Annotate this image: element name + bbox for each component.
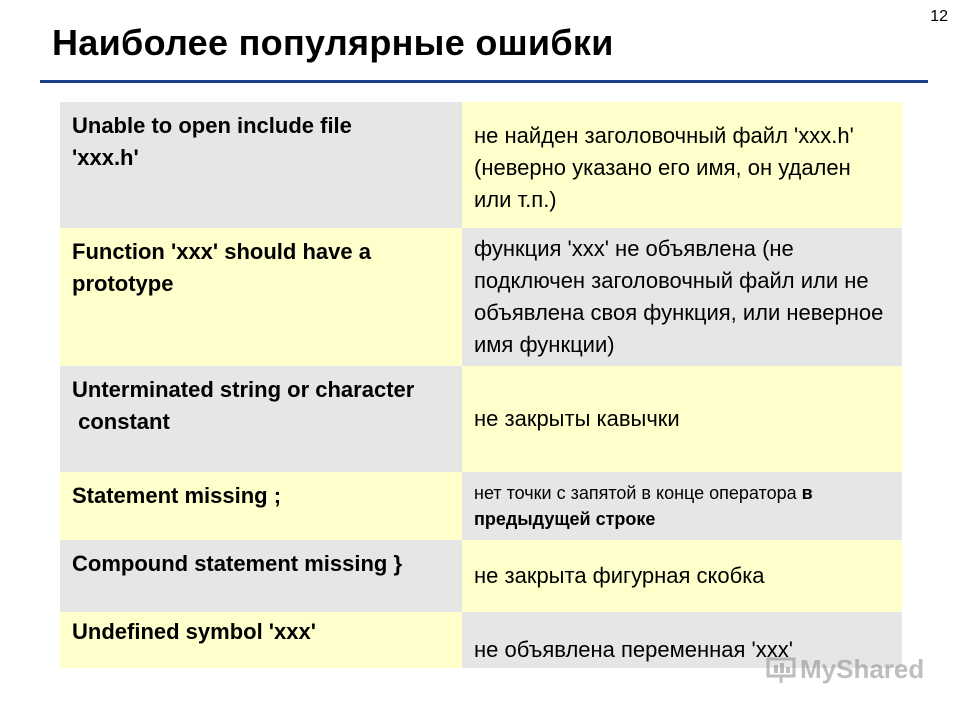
explanation-emphasis: в предыдущей строке bbox=[474, 483, 813, 529]
error-message: Statement missing ; bbox=[60, 472, 462, 540]
error-explanation: не объявлена переменная 'xxx' bbox=[462, 612, 902, 668]
presentation-icon bbox=[766, 656, 796, 684]
explanation-text: нет точки с запятой в конце оператора bbox=[474, 483, 802, 503]
table-row bbox=[60, 540, 902, 612]
error-message: Undefined symbol 'xxx' bbox=[60, 612, 462, 668]
error-explanation bbox=[462, 472, 902, 540]
error-message: Function 'xxx' should have a prototype bbox=[60, 228, 462, 366]
error-explanation: не найден заголовочный файл 'xxx.h' (неверно указано его имя, он удален или т.п.) bbox=[462, 102, 902, 228]
error-message: Compound statement missing } bbox=[60, 540, 462, 612]
watermark-text: MyShared bbox=[800, 654, 925, 684]
table-row bbox=[60, 228, 902, 366]
page-title: Наиболее популярные ошибки bbox=[52, 22, 614, 63]
title-underline bbox=[40, 80, 928, 83]
table-row bbox=[60, 366, 902, 472]
error-explanation: не закрыты кавычки bbox=[462, 366, 902, 472]
watermark-logo bbox=[766, 654, 924, 685]
table-row bbox=[60, 102, 902, 228]
error-message: Unable to open include file 'xxx.h' bbox=[60, 102, 462, 228]
error-explanation: функция 'xxx' не объявлена (не подключен заголовочный файл или не объявлена своя функция, или неверное имя функции) bbox=[462, 228, 902, 366]
error-message: Unterminated string or character constant bbox=[60, 366, 462, 472]
page-number: 12 bbox=[930, 8, 948, 25]
errors-table bbox=[60, 102, 902, 668]
error-explanation: не закрыта фигурная скобка bbox=[462, 540, 902, 612]
table-row bbox=[60, 472, 902, 540]
